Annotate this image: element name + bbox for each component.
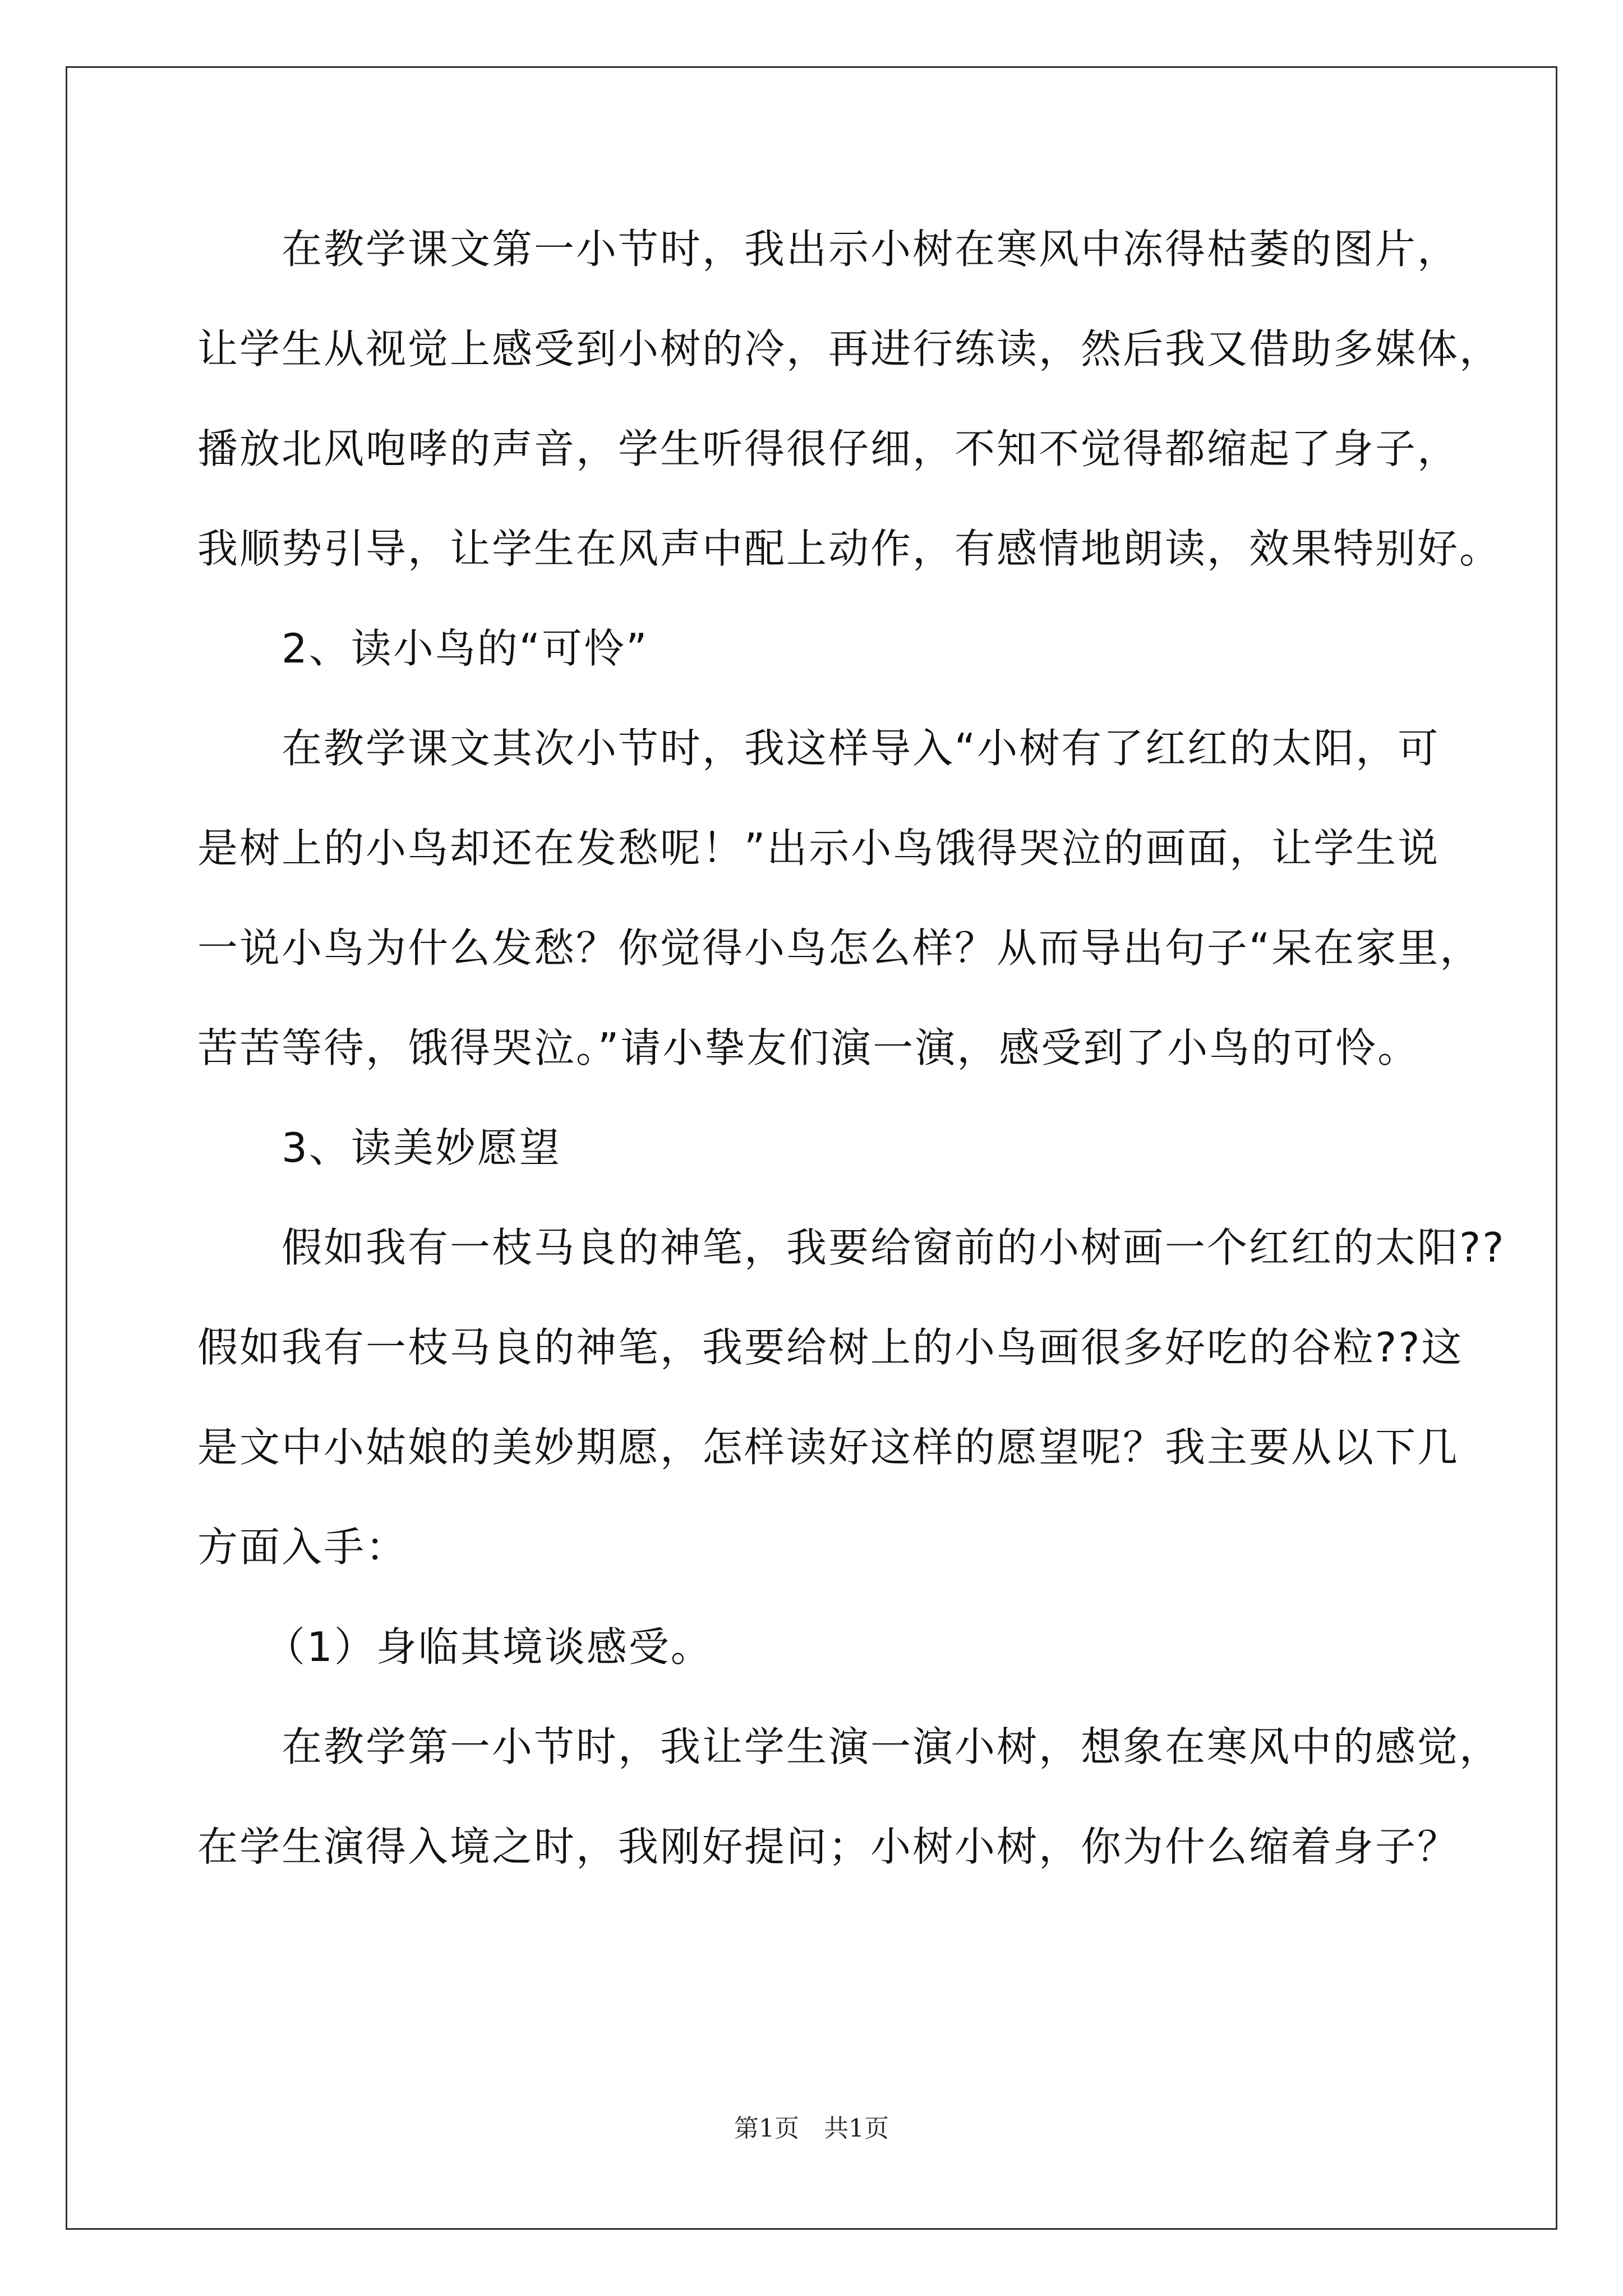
paragraph-line: 假如我有一枝马良的神笔，我要给树上的小鸟画很多好吃的谷粒??这 xyxy=(197,1324,1464,1371)
paragraph-line: 方面入手： xyxy=(197,1524,408,1571)
section-heading: 3、读美妙愿望 xyxy=(282,1124,561,1171)
paragraph-line: 一说小鸟为什么发愁？你觉得小鸟怎么样？从而导出句子“呆在家里， xyxy=(197,924,1482,972)
paragraph-line: 在学生演得入境之时，我刚好提问；小树小树，你为什么缩着身子？ xyxy=(197,1823,1460,1870)
section-heading: 2、读小鸟的“可怜” xyxy=(282,625,649,672)
paragraph-line: 在教学第一小节时，我让学生演一演小树，想象在寒风中的感觉， xyxy=(282,1723,1502,1770)
paragraph-line: 播放北风咆哮的声音，学生听得很仔细，不知不觉得都缩起了身子， xyxy=(197,425,1460,472)
paragraph-line: 我顺势引导，让学生在风声中配上动作，有感情地朗读，效果特别好。 xyxy=(197,525,1502,572)
page-footer: 第1页 共1页 xyxy=(734,2114,889,2143)
paragraph-line: 是树上的小鸟却还在发愁呢！”出示小鸟饿得哭泣的画面，让学生说 xyxy=(197,825,1440,872)
paragraph-line: 在教学课文其次小节时，我这样导入“小树有了红红的太阳，可 xyxy=(282,725,1440,772)
paragraph-line: 苦苦等待，饿得哭泣。”请小挚友们演一演，感受到了小鸟的可怜。 xyxy=(197,1024,1420,1071)
document-body xyxy=(197,199,1506,1897)
paragraph-line: 假如我有一枝马良的神笔，我要给窗前的小树画一个红红的太阳?? xyxy=(282,1224,1506,1271)
paragraph-line: 让学生从视觉上感受到小树的冷，再进行练读，然后我又借助多媒体， xyxy=(197,325,1502,372)
paragraph-line: 是文中小姑娘的美妙期愿，怎样读好这样的愿望呢？我主要从以下几 xyxy=(197,1424,1460,1471)
paragraph-line: 在教学课文第一小节时，我出示小树在寒风中冻得枯萎的图片， xyxy=(282,226,1460,273)
sub-heading: （1）身临其境谈感受。 xyxy=(265,1623,713,1671)
